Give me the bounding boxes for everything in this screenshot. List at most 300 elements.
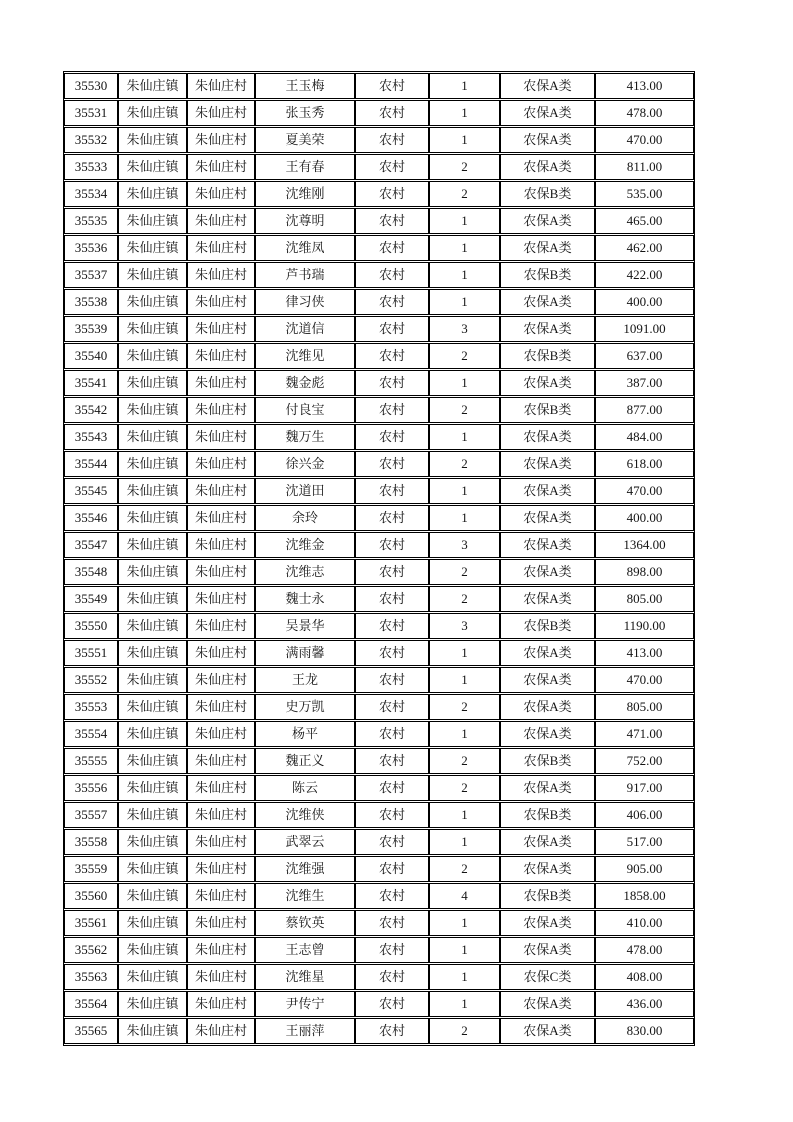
cell-person-name: 王志曾 xyxy=(255,937,355,963)
cell-village: 朱仙庄村 xyxy=(187,640,255,666)
cell-village: 朱仙庄村 xyxy=(187,100,255,126)
cell-person-name: 余玲 xyxy=(255,505,355,531)
cell-person-name: 沈维金 xyxy=(255,532,355,558)
cell-person-count: 1 xyxy=(429,937,500,963)
cell-residence-type: 农村 xyxy=(355,505,429,531)
cell-residence-type: 农村 xyxy=(355,640,429,666)
cell-village: 朱仙庄村 xyxy=(187,1018,255,1044)
cell-record-id: 35551 xyxy=(64,640,118,666)
table-row xyxy=(64,829,694,855)
cell-insurance-category: 农保A类 xyxy=(500,478,595,504)
cell-record-id: 35542 xyxy=(64,397,118,423)
table-row xyxy=(64,397,694,423)
cell-record-id: 35536 xyxy=(64,235,118,261)
table-row xyxy=(64,694,694,720)
cell-record-id: 35548 xyxy=(64,559,118,585)
cell-residence-type: 农村 xyxy=(355,613,429,639)
cell-record-id: 35554 xyxy=(64,721,118,747)
table-row xyxy=(64,343,694,369)
cell-person-name: 魏金彪 xyxy=(255,370,355,396)
cell-person-count: 2 xyxy=(429,748,500,774)
cell-town: 朱仙庄镇 xyxy=(118,775,187,801)
cell-village: 朱仙庄村 xyxy=(187,127,255,153)
cell-residence-type: 农村 xyxy=(355,991,429,1017)
cell-record-id: 35537 xyxy=(64,262,118,288)
cell-town: 朱仙庄镇 xyxy=(118,721,187,747)
cell-amount: 517.00 xyxy=(595,829,694,855)
cell-village: 朱仙庄村 xyxy=(187,208,255,234)
cell-insurance-category: 农保A类 xyxy=(500,1018,595,1044)
cell-village: 朱仙庄村 xyxy=(187,964,255,990)
cell-village: 朱仙庄村 xyxy=(187,748,255,774)
cell-amount: 1364.00 xyxy=(595,532,694,558)
table-row xyxy=(64,532,694,558)
cell-person-name: 魏万生 xyxy=(255,424,355,450)
cell-person-count: 1 xyxy=(429,235,500,261)
cell-person-count: 1 xyxy=(429,208,500,234)
cell-amount: 408.00 xyxy=(595,964,694,990)
cell-town: 朱仙庄镇 xyxy=(118,127,187,153)
cell-residence-type: 农村 xyxy=(355,667,429,693)
table-row xyxy=(64,748,694,774)
cell-person-count: 2 xyxy=(429,856,500,882)
cell-record-id: 35555 xyxy=(64,748,118,774)
cell-record-id: 35534 xyxy=(64,181,118,207)
cell-person-count: 1 xyxy=(429,127,500,153)
cell-insurance-category: 农保A类 xyxy=(500,856,595,882)
cell-insurance-category: 农保A类 xyxy=(500,208,595,234)
cell-insurance-category: 农保B类 xyxy=(500,802,595,828)
cell-residence-type: 农村 xyxy=(355,235,429,261)
cell-amount: 413.00 xyxy=(595,73,694,99)
table-row xyxy=(64,100,694,126)
cell-residence-type: 农村 xyxy=(355,127,429,153)
cell-person-count: 3 xyxy=(429,316,500,342)
cell-person-count: 2 xyxy=(429,451,500,477)
table-row xyxy=(64,370,694,396)
cell-insurance-category: 农保A类 xyxy=(500,289,595,315)
cell-village: 朱仙庄村 xyxy=(187,505,255,531)
cell-village: 朱仙庄村 xyxy=(187,829,255,855)
table-row xyxy=(64,883,694,909)
cell-village: 朱仙庄村 xyxy=(187,559,255,585)
cell-amount: 470.00 xyxy=(595,127,694,153)
cell-amount: 400.00 xyxy=(595,505,694,531)
cell-person-count: 2 xyxy=(429,154,500,180)
table-row xyxy=(64,289,694,315)
cell-insurance-category: 农保C类 xyxy=(500,964,595,990)
cell-village: 朱仙庄村 xyxy=(187,316,255,342)
cell-residence-type: 农村 xyxy=(355,181,429,207)
cell-village: 朱仙庄村 xyxy=(187,451,255,477)
cell-record-id: 35564 xyxy=(64,991,118,1017)
cell-village: 朱仙庄村 xyxy=(187,343,255,369)
cell-person-count: 1 xyxy=(429,721,500,747)
cell-residence-type: 农村 xyxy=(355,451,429,477)
cell-amount: 470.00 xyxy=(595,478,694,504)
cell-village: 朱仙庄村 xyxy=(187,991,255,1017)
cell-record-id: 35552 xyxy=(64,667,118,693)
cell-village: 朱仙庄村 xyxy=(187,478,255,504)
cell-person-name: 武翠云 xyxy=(255,829,355,855)
cell-person-name: 律习侠 xyxy=(255,289,355,315)
cell-residence-type: 农村 xyxy=(355,937,429,963)
cell-residence-type: 农村 xyxy=(355,478,429,504)
cell-person-name: 沈维星 xyxy=(255,964,355,990)
cell-person-count: 2 xyxy=(429,586,500,612)
cell-person-count: 1 xyxy=(429,640,500,666)
cell-person-count: 1 xyxy=(429,802,500,828)
cell-town: 朱仙庄镇 xyxy=(118,73,187,99)
cell-record-id: 35559 xyxy=(64,856,118,882)
cell-village: 朱仙庄村 xyxy=(187,775,255,801)
cell-residence-type: 农村 xyxy=(355,424,429,450)
cell-town: 朱仙庄镇 xyxy=(118,397,187,423)
cell-residence-type: 农村 xyxy=(355,856,429,882)
cell-person-count: 2 xyxy=(429,775,500,801)
cell-person-count: 1 xyxy=(429,73,500,99)
cell-person-name: 沈尊明 xyxy=(255,208,355,234)
cell-village: 朱仙庄村 xyxy=(187,910,255,936)
cell-insurance-category: 农保A类 xyxy=(500,721,595,747)
cell-town: 朱仙庄镇 xyxy=(118,856,187,882)
table-row xyxy=(64,721,694,747)
cell-town: 朱仙庄镇 xyxy=(118,613,187,639)
cell-town: 朱仙庄镇 xyxy=(118,424,187,450)
cell-amount: 413.00 xyxy=(595,640,694,666)
cell-amount: 1190.00 xyxy=(595,613,694,639)
cell-village: 朱仙庄村 xyxy=(187,856,255,882)
cell-insurance-category: 农保A类 xyxy=(500,424,595,450)
cell-insurance-category: 农保A类 xyxy=(500,640,595,666)
table-row xyxy=(64,154,694,180)
cell-person-count: 3 xyxy=(429,613,500,639)
cell-amount: 484.00 xyxy=(595,424,694,450)
cell-insurance-category: 农保A类 xyxy=(500,559,595,585)
table-row xyxy=(64,316,694,342)
cell-insurance-category: 农保A类 xyxy=(500,370,595,396)
table-row xyxy=(64,937,694,963)
table-row xyxy=(64,802,694,828)
cell-person-count: 2 xyxy=(429,343,500,369)
cell-amount: 805.00 xyxy=(595,586,694,612)
cell-record-id: 35557 xyxy=(64,802,118,828)
cell-person-count: 1 xyxy=(429,262,500,288)
cell-person-name: 徐兴金 xyxy=(255,451,355,477)
cell-insurance-category: 农保A类 xyxy=(500,316,595,342)
cell-town: 朱仙庄镇 xyxy=(118,343,187,369)
cell-record-id: 35550 xyxy=(64,613,118,639)
cell-village: 朱仙庄村 xyxy=(187,424,255,450)
cell-person-count: 1 xyxy=(429,370,500,396)
cell-village: 朱仙庄村 xyxy=(187,397,255,423)
cell-residence-type: 农村 xyxy=(355,802,429,828)
cell-record-id: 35540 xyxy=(64,343,118,369)
cell-town: 朱仙庄镇 xyxy=(118,964,187,990)
cell-village: 朱仙庄村 xyxy=(187,667,255,693)
cell-residence-type: 农村 xyxy=(355,73,429,99)
cell-person-count: 1 xyxy=(429,100,500,126)
cell-record-id: 35532 xyxy=(64,127,118,153)
cell-person-count: 2 xyxy=(429,559,500,585)
cell-residence-type: 农村 xyxy=(355,370,429,396)
cell-village: 朱仙庄村 xyxy=(187,883,255,909)
cell-amount: 422.00 xyxy=(595,262,694,288)
cell-person-name: 沈维凤 xyxy=(255,235,355,261)
cell-record-id: 35556 xyxy=(64,775,118,801)
cell-residence-type: 农村 xyxy=(355,829,429,855)
cell-village: 朱仙庄村 xyxy=(187,73,255,99)
cell-amount: 805.00 xyxy=(595,694,694,720)
cell-record-id: 35560 xyxy=(64,883,118,909)
cell-record-id: 35549 xyxy=(64,586,118,612)
cell-record-id: 35541 xyxy=(64,370,118,396)
cell-person-name: 沈维生 xyxy=(255,883,355,909)
cell-amount: 462.00 xyxy=(595,235,694,261)
cell-town: 朱仙庄镇 xyxy=(118,100,187,126)
cell-person-name: 张玉秀 xyxy=(255,100,355,126)
cell-person-name: 沈维刚 xyxy=(255,181,355,207)
cell-person-name: 王有春 xyxy=(255,154,355,180)
cell-insurance-category: 农保B类 xyxy=(500,397,595,423)
cell-village: 朱仙庄村 xyxy=(187,721,255,747)
cell-village: 朱仙庄村 xyxy=(187,613,255,639)
cell-amount: 535.00 xyxy=(595,181,694,207)
cell-insurance-category: 农保B类 xyxy=(500,343,595,369)
cell-town: 朱仙庄镇 xyxy=(118,262,187,288)
cell-town: 朱仙庄镇 xyxy=(118,937,187,963)
table-row xyxy=(64,181,694,207)
table-body xyxy=(64,73,694,1044)
cell-record-id: 35538 xyxy=(64,289,118,315)
insurance-roster-table xyxy=(63,71,695,1046)
cell-insurance-category: 农保B类 xyxy=(500,613,595,639)
cell-person-name: 芦书瑞 xyxy=(255,262,355,288)
cell-person-count: 3 xyxy=(429,532,500,558)
cell-amount: 1858.00 xyxy=(595,883,694,909)
table-row xyxy=(64,127,694,153)
cell-person-name: 吴景华 xyxy=(255,613,355,639)
table-row xyxy=(64,640,694,666)
table-row xyxy=(64,235,694,261)
cell-amount: 478.00 xyxy=(595,937,694,963)
cell-residence-type: 农村 xyxy=(355,262,429,288)
cell-village: 朱仙庄村 xyxy=(187,802,255,828)
table-row xyxy=(64,991,694,1017)
cell-person-count: 2 xyxy=(429,181,500,207)
cell-residence-type: 农村 xyxy=(355,154,429,180)
cell-village: 朱仙庄村 xyxy=(187,181,255,207)
cell-town: 朱仙庄镇 xyxy=(118,910,187,936)
cell-person-name: 王丽萍 xyxy=(255,1018,355,1044)
cell-person-name: 沈维强 xyxy=(255,856,355,882)
cell-town: 朱仙庄镇 xyxy=(118,748,187,774)
cell-insurance-category: 农保A类 xyxy=(500,991,595,1017)
table-row xyxy=(64,910,694,936)
table-row xyxy=(64,586,694,612)
cell-person-count: 1 xyxy=(429,424,500,450)
cell-town: 朱仙庄镇 xyxy=(118,532,187,558)
table-row xyxy=(64,505,694,531)
cell-town: 朱仙庄镇 xyxy=(118,883,187,909)
cell-person-name: 沈维侠 xyxy=(255,802,355,828)
cell-residence-type: 农村 xyxy=(355,559,429,585)
table-row xyxy=(64,208,694,234)
cell-amount: 917.00 xyxy=(595,775,694,801)
cell-insurance-category: 农保A类 xyxy=(500,937,595,963)
cell-person-name: 沈道信 xyxy=(255,316,355,342)
cell-record-id: 35535 xyxy=(64,208,118,234)
cell-town: 朱仙庄镇 xyxy=(118,478,187,504)
cell-record-id: 35553 xyxy=(64,694,118,720)
cell-insurance-category: 农保A类 xyxy=(500,154,595,180)
cell-amount: 436.00 xyxy=(595,991,694,1017)
table-row xyxy=(64,424,694,450)
cell-village: 朱仙庄村 xyxy=(187,154,255,180)
cell-amount: 470.00 xyxy=(595,667,694,693)
cell-person-name: 魏士永 xyxy=(255,586,355,612)
cell-record-id: 35561 xyxy=(64,910,118,936)
cell-insurance-category: 农保B类 xyxy=(500,181,595,207)
cell-person-name: 尹传宁 xyxy=(255,991,355,1017)
cell-town: 朱仙庄镇 xyxy=(118,208,187,234)
cell-person-name: 杨平 xyxy=(255,721,355,747)
cell-person-name: 付良宝 xyxy=(255,397,355,423)
cell-amount: 898.00 xyxy=(595,559,694,585)
cell-residence-type: 农村 xyxy=(355,100,429,126)
cell-person-name: 满雨馨 xyxy=(255,640,355,666)
cell-person-name: 沈道田 xyxy=(255,478,355,504)
cell-person-name: 夏美荣 xyxy=(255,127,355,153)
cell-insurance-category: 农保A类 xyxy=(500,586,595,612)
cell-insurance-category: 农保A类 xyxy=(500,829,595,855)
cell-amount: 830.00 xyxy=(595,1018,694,1044)
cell-record-id: 35531 xyxy=(64,100,118,126)
cell-person-count: 2 xyxy=(429,694,500,720)
cell-town: 朱仙庄镇 xyxy=(118,586,187,612)
cell-village: 朱仙庄村 xyxy=(187,586,255,612)
table-row xyxy=(64,1018,694,1044)
cell-town: 朱仙庄镇 xyxy=(118,559,187,585)
cell-residence-type: 农村 xyxy=(355,721,429,747)
table-row xyxy=(64,478,694,504)
cell-person-count: 2 xyxy=(429,1018,500,1044)
table-row xyxy=(64,73,694,99)
table-row xyxy=(64,964,694,990)
cell-record-id: 35545 xyxy=(64,478,118,504)
cell-record-id: 35546 xyxy=(64,505,118,531)
cell-person-name: 沈维志 xyxy=(255,559,355,585)
cell-record-id: 35562 xyxy=(64,937,118,963)
cell-person-name: 沈维见 xyxy=(255,343,355,369)
cell-person-name: 史万凯 xyxy=(255,694,355,720)
cell-person-name: 王龙 xyxy=(255,667,355,693)
cell-amount: 752.00 xyxy=(595,748,694,774)
table-row xyxy=(64,613,694,639)
cell-record-id: 35533 xyxy=(64,154,118,180)
cell-town: 朱仙庄镇 xyxy=(118,505,187,531)
cell-person-name: 蔡钦英 xyxy=(255,910,355,936)
cell-residence-type: 农村 xyxy=(355,586,429,612)
cell-town: 朱仙庄镇 xyxy=(118,451,187,477)
cell-village: 朱仙庄村 xyxy=(187,532,255,558)
cell-person-count: 4 xyxy=(429,883,500,909)
cell-residence-type: 农村 xyxy=(355,316,429,342)
cell-amount: 877.00 xyxy=(595,397,694,423)
cell-insurance-category: 农保B类 xyxy=(500,748,595,774)
cell-amount: 618.00 xyxy=(595,451,694,477)
table-row xyxy=(64,775,694,801)
cell-residence-type: 农村 xyxy=(355,694,429,720)
cell-village: 朱仙庄村 xyxy=(187,262,255,288)
cell-residence-type: 农村 xyxy=(355,397,429,423)
table-row xyxy=(64,262,694,288)
cell-person-count: 1 xyxy=(429,667,500,693)
cell-residence-type: 农村 xyxy=(355,775,429,801)
cell-town: 朱仙庄镇 xyxy=(118,694,187,720)
cell-amount: 905.00 xyxy=(595,856,694,882)
cell-village: 朱仙庄村 xyxy=(187,937,255,963)
cell-record-id: 35539 xyxy=(64,316,118,342)
cell-amount: 400.00 xyxy=(595,289,694,315)
cell-person-count: 1 xyxy=(429,829,500,855)
cell-person-count: 1 xyxy=(429,991,500,1017)
cell-record-id: 35547 xyxy=(64,532,118,558)
cell-insurance-category: 农保A类 xyxy=(500,694,595,720)
table-row xyxy=(64,667,694,693)
cell-insurance-category: 农保A类 xyxy=(500,73,595,99)
cell-town: 朱仙庄镇 xyxy=(118,640,187,666)
cell-amount: 465.00 xyxy=(595,208,694,234)
cell-insurance-category: 农保A类 xyxy=(500,910,595,936)
cell-village: 朱仙庄村 xyxy=(187,370,255,396)
cell-amount: 1091.00 xyxy=(595,316,694,342)
cell-record-id: 35543 xyxy=(64,424,118,450)
cell-record-id: 35530 xyxy=(64,73,118,99)
cell-village: 朱仙庄村 xyxy=(187,235,255,261)
cell-town: 朱仙庄镇 xyxy=(118,289,187,315)
cell-person-count: 1 xyxy=(429,964,500,990)
cell-residence-type: 农村 xyxy=(355,208,429,234)
cell-town: 朱仙庄镇 xyxy=(118,181,187,207)
table-row xyxy=(64,856,694,882)
cell-record-id: 35563 xyxy=(64,964,118,990)
cell-town: 朱仙庄镇 xyxy=(118,316,187,342)
cell-village: 朱仙庄村 xyxy=(187,694,255,720)
cell-residence-type: 农村 xyxy=(355,1018,429,1044)
table-row xyxy=(64,559,694,585)
cell-insurance-category: 农保A类 xyxy=(500,451,595,477)
cell-amount: 811.00 xyxy=(595,154,694,180)
cell-insurance-category: 农保A类 xyxy=(500,100,595,126)
cell-insurance-category: 农保A类 xyxy=(500,127,595,153)
cell-insurance-category: 农保A类 xyxy=(500,235,595,261)
cell-amount: 637.00 xyxy=(595,343,694,369)
cell-residence-type: 农村 xyxy=(355,748,429,774)
cell-person-count: 1 xyxy=(429,478,500,504)
cell-person-name: 陈云 xyxy=(255,775,355,801)
cell-person-count: 1 xyxy=(429,289,500,315)
cell-record-id: 35544 xyxy=(64,451,118,477)
cell-amount: 410.00 xyxy=(595,910,694,936)
cell-town: 朱仙庄镇 xyxy=(118,154,187,180)
cell-town: 朱仙庄镇 xyxy=(118,370,187,396)
cell-town: 朱仙庄镇 xyxy=(118,235,187,261)
cell-person-name: 王玉梅 xyxy=(255,73,355,99)
cell-residence-type: 农村 xyxy=(355,964,429,990)
cell-residence-type: 农村 xyxy=(355,883,429,909)
cell-person-count: 1 xyxy=(429,910,500,936)
